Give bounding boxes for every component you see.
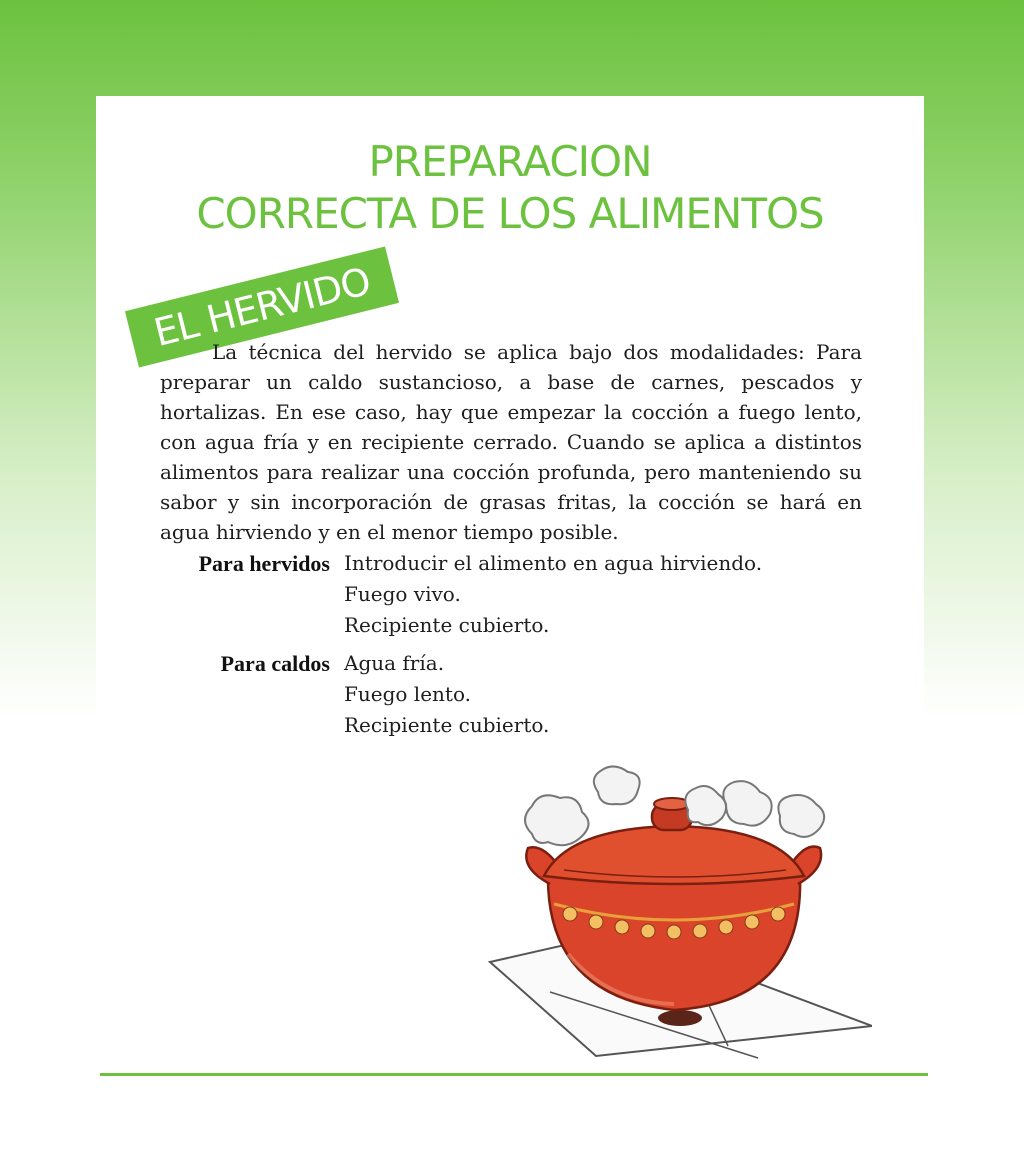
page-title-line-2: CORRECTA DE LOS ALIMENTOS <box>196 189 824 238</box>
method-step: Recipiente cubierto. <box>344 713 550 737</box>
page-title <box>96 136 924 240</box>
method-step: Fuego vivo. <box>344 582 461 606</box>
footer-rule <box>100 1073 928 1076</box>
intro-paragraph: La técnica del hervido se aplica bajo dos modalidades: Para preparar un caldo sustancioso, a base de carnes, pescados y hortalizas. En ese caso, hay que empezar la cocción a fuego lento, con agua fría y en recipiente cerrado. Cuando se aplica a distintos alimentos para realizar una cocción profunda, pero manteniendo su sabor y sin incorporación de grasas fritas, la cocción se hará en agua hirviendo y en el menor tiempo posible. <box>160 340 862 544</box>
method-steps <box>344 648 549 741</box>
boiling-pot-icon <box>488 764 872 1064</box>
page-title-line-1: PREPARACION <box>368 137 652 186</box>
method-label: Para caldos <box>220 651 330 676</box>
method-step: Recipiente cubierto. <box>344 613 550 637</box>
method-label: Para hervidos <box>198 551 330 576</box>
method-step: Fuego lento. <box>344 682 471 706</box>
method-step: Agua fría. <box>344 651 445 675</box>
method-step: Introducir el alimento en agua hirviendo. <box>344 551 763 575</box>
section-badge: EL HERVIDO <box>125 246 399 367</box>
method-steps <box>344 548 762 641</box>
